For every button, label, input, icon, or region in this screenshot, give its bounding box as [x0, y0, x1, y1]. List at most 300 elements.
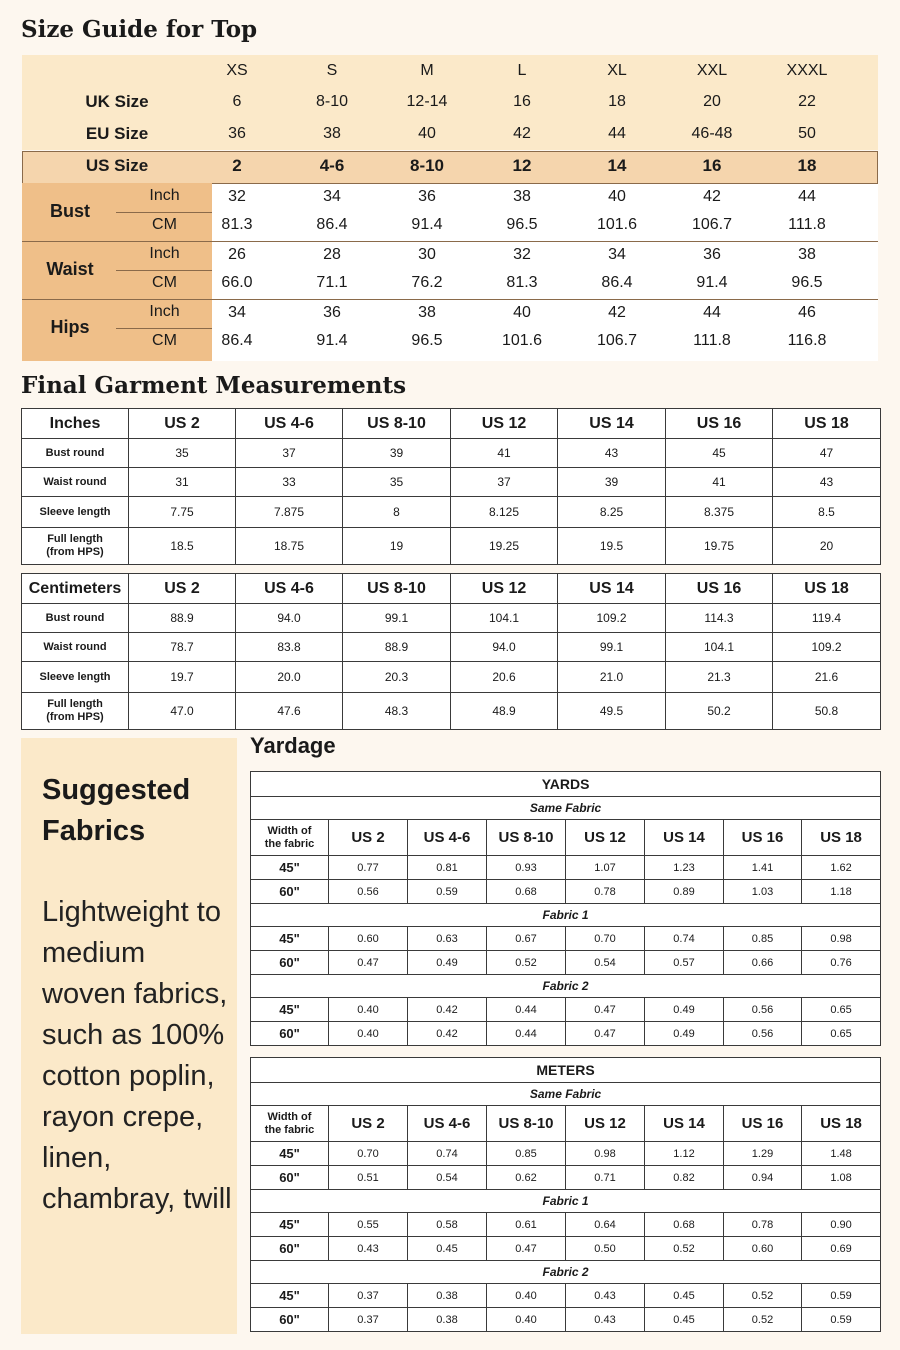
- inch-value: 30: [418, 246, 436, 263]
- yardage-row: [251, 998, 881, 1022]
- uk-size-value: 6: [232, 93, 242, 110]
- size-header: US 16: [666, 409, 773, 439]
- measurement-value: 104.1: [451, 604, 558, 633]
- yardage-value: 0.43: [566, 1308, 645, 1332]
- inch-value: 38: [798, 246, 816, 263]
- final-garment-title: Final Garment Measurements: [21, 372, 407, 399]
- measurement-value: 39: [558, 468, 666, 497]
- yardage-row: [251, 1166, 881, 1190]
- eu-size-value: 36: [228, 125, 246, 142]
- fabric-width: 60": [251, 1022, 329, 1046]
- measurement-row: [22, 439, 881, 468]
- measurement-value: 50.8: [773, 693, 881, 730]
- inch-value: 34: [323, 188, 341, 205]
- size-header: US 18: [802, 820, 881, 856]
- eu-size-value: 38: [323, 125, 341, 142]
- measurement-row: [22, 528, 881, 565]
- us-size-value: 2: [232, 156, 242, 175]
- size-guide-title: Size Guide for Top: [21, 16, 258, 43]
- yardage-value: 0.59: [802, 1308, 881, 1332]
- inch-value: 34: [608, 246, 626, 263]
- fabric-width: 60": [251, 1237, 329, 1261]
- yardage-value: 1.18: [802, 880, 881, 904]
- size-row-label: US Size: [85, 156, 149, 175]
- size-header: US 2: [329, 1106, 408, 1142]
- measurement-value: 19.7: [129, 662, 236, 693]
- yardage-value: 1.23: [645, 856, 724, 880]
- measurement-label: Waist round: [22, 633, 129, 662]
- size-header: US 12: [451, 574, 558, 604]
- measurement-value: 45: [666, 439, 773, 468]
- inch-value: 34: [228, 304, 246, 321]
- measurement-value: 43: [558, 439, 666, 468]
- section-label: Same Fabric: [251, 1083, 881, 1106]
- measurement-value: 19.75: [666, 528, 773, 565]
- measurement-value: 18.75: [236, 528, 343, 565]
- us-size-value: 18: [797, 156, 817, 175]
- size-letter: M: [420, 62, 434, 79]
- size-header: US 18: [773, 574, 881, 604]
- uk-size-value: 22: [798, 93, 816, 110]
- yardage-value: 0.85: [487, 1142, 566, 1166]
- final-inches-table: [21, 408, 880, 565]
- measurement-value: 8.375: [666, 497, 773, 528]
- measurement-value: 18.5: [129, 528, 236, 565]
- unit-divider: [116, 212, 212, 213]
- size-header: US 16: [724, 820, 802, 856]
- size-letter: L: [517, 62, 527, 79]
- size-header: US 14: [558, 409, 666, 439]
- uk-size-value: 16: [513, 93, 531, 110]
- yardage-value: 0.82: [645, 1166, 724, 1190]
- yardage-value: 1.41: [724, 856, 802, 880]
- measurement-value: 8.125: [451, 497, 558, 528]
- yardage-value: 0.66: [724, 951, 802, 975]
- unit-label: Inches: [22, 409, 129, 439]
- fabric-width: 60": [251, 1308, 329, 1332]
- inch-value: 32: [228, 188, 246, 205]
- cm-value: 116.8: [787, 332, 827, 349]
- suggested-fabrics-text: Lightweight to medium woven fabrics, such as 100% cotton poplin, rayon crepe, linen, chambray, twill: [42, 896, 232, 1215]
- size-header-row: [251, 820, 881, 856]
- cm-value: 86.4: [221, 332, 253, 349]
- measurement-value: 19.25: [451, 528, 558, 565]
- inch-value: 42: [608, 304, 626, 321]
- yardage-value: 0.56: [724, 998, 802, 1022]
- measurement-value: 20.3: [343, 662, 451, 693]
- final-centimeters-table: [21, 573, 880, 730]
- yardage-value: 0.40: [487, 1308, 566, 1332]
- yardage-value: 0.40: [487, 1284, 566, 1308]
- eu-size-value: 50: [798, 125, 816, 142]
- yardage-value: 0.78: [724, 1213, 802, 1237]
- final-table: [21, 573, 881, 730]
- inch-value: 44: [703, 304, 721, 321]
- size-header: US 2: [129, 574, 236, 604]
- size-header: US 4-6: [408, 1106, 487, 1142]
- inch-value: 46: [798, 304, 816, 321]
- size-header: US 18: [802, 1106, 881, 1142]
- yardage-row: [251, 1142, 881, 1166]
- inch-value: 38: [418, 304, 436, 321]
- yardage-row: [251, 927, 881, 951]
- yardage-value: 0.56: [724, 1022, 802, 1046]
- yardage-yards-table: [250, 771, 880, 1046]
- measurement-label: Sleeve length: [22, 497, 129, 528]
- yardage-meters-table: [250, 1057, 880, 1332]
- unit-header: YARDS: [251, 772, 881, 797]
- unit-inch-label: Inch: [149, 303, 180, 320]
- yardage-value: 0.45: [408, 1237, 487, 1261]
- width-label: Width of the fabric: [251, 1106, 329, 1142]
- yardage-value: 1.48: [802, 1142, 881, 1166]
- fabric-width: 45": [251, 927, 329, 951]
- inch-value: 42: [703, 188, 721, 205]
- width-label: Width of the fabric: [251, 820, 329, 856]
- yardage-value: 0.90: [802, 1213, 881, 1237]
- yardage-value: 0.93: [487, 856, 566, 880]
- section-label: Same Fabric: [251, 797, 881, 820]
- measurement-value: 94.0: [451, 633, 558, 662]
- measure-divider: [22, 241, 878, 242]
- section-row: [251, 1190, 881, 1213]
- measure-label: Waist: [46, 259, 94, 279]
- measurement-value: 8: [343, 497, 451, 528]
- yardage-value: 0.62: [487, 1166, 566, 1190]
- yardage-value: 0.47: [487, 1237, 566, 1261]
- size-letter: XL: [607, 62, 627, 79]
- cm-value: 106.7: [596, 332, 638, 349]
- unit-row: [251, 772, 881, 797]
- size-header: US 2: [329, 820, 408, 856]
- cm-value: 86.4: [601, 274, 633, 291]
- measurement-value: 49.5: [558, 693, 666, 730]
- measurement-value: 43: [773, 468, 881, 497]
- inch-value: 36: [323, 304, 341, 321]
- yardage-row: [251, 1022, 881, 1046]
- yardage-value: 0.37: [329, 1308, 408, 1332]
- measurement-value: 104.1: [666, 633, 773, 662]
- measurement-value: 7.875: [236, 497, 343, 528]
- yardage-value: 0.74: [645, 927, 724, 951]
- measurement-value: 88.9: [343, 633, 451, 662]
- yardage-value: 0.38: [408, 1308, 487, 1332]
- eu-size-value: 40: [418, 125, 436, 142]
- cm-value: 91.4: [696, 274, 728, 291]
- yardage-value: 0.59: [802, 1284, 881, 1308]
- size-header-row: [251, 1106, 881, 1142]
- final-table: [21, 408, 881, 565]
- yardage-value: 0.42: [408, 998, 487, 1022]
- uk-size-value: 12-14: [406, 93, 448, 110]
- yardage-value: 0.94: [724, 1166, 802, 1190]
- cm-value: 76.2: [411, 274, 443, 291]
- size-letter: XXXL: [786, 62, 828, 79]
- unit-inch-label: Inch: [149, 245, 180, 262]
- yardage-value: 0.98: [802, 927, 881, 951]
- us-size-value: 8-10: [409, 156, 445, 175]
- yardage-value: 0.45: [645, 1284, 724, 1308]
- inch-value: 36: [703, 246, 721, 263]
- yardage-value: 0.81: [408, 856, 487, 880]
- measurement-value: 78.7: [129, 633, 236, 662]
- measure-label: Hips: [50, 317, 90, 337]
- size-header: US 12: [566, 820, 645, 856]
- unit-cm-label: CM: [152, 216, 177, 233]
- size-letter: XXL: [696, 62, 728, 79]
- size-header: US 12: [566, 1106, 645, 1142]
- measurement-row: [22, 497, 881, 528]
- size-header: US 14: [645, 820, 724, 856]
- yardage-value: 0.60: [329, 927, 408, 951]
- unit-cm-label: CM: [152, 274, 177, 291]
- yardage-value: 0.44: [487, 1022, 566, 1046]
- yardage-value: 0.45: [645, 1308, 724, 1332]
- unit-cm-label: CM: [152, 332, 177, 349]
- yardage-value: 1.07: [566, 856, 645, 880]
- yardage-row: [251, 1284, 881, 1308]
- yardage-value: 0.64: [566, 1213, 645, 1237]
- measurement-value: 39: [343, 439, 451, 468]
- fabric-width: 45": [251, 998, 329, 1022]
- measure-divider: [22, 299, 878, 300]
- yardage-value: 0.38: [408, 1284, 487, 1308]
- cm-value: 96.5: [791, 274, 823, 291]
- yardage-value: 0.44: [487, 998, 566, 1022]
- measurement-label: Full length (from HPS): [22, 693, 129, 730]
- cm-value: 111.8: [693, 332, 731, 349]
- measurement-value: 48.9: [451, 693, 558, 730]
- size-guide-table: [22, 55, 878, 361]
- measurement-label: Sleeve length: [22, 662, 129, 693]
- measurement-row: [22, 662, 881, 693]
- measurement-value: 109.2: [773, 633, 881, 662]
- yardage-value: 0.65: [802, 1022, 881, 1046]
- cm-value: 111.8: [788, 216, 826, 233]
- cm-value: 81.3: [221, 216, 253, 233]
- yardage-value: 0.58: [408, 1213, 487, 1237]
- section-label: Fabric 1: [251, 1190, 881, 1213]
- cm-value: 106.7: [691, 216, 733, 233]
- measurement-row: [22, 468, 881, 497]
- measurement-value: 8.5: [773, 497, 881, 528]
- measurement-value: 31: [129, 468, 236, 497]
- size-row-label: EU Size: [85, 124, 149, 143]
- yardage-value: 0.68: [645, 1213, 724, 1237]
- yardage-row: [251, 880, 881, 904]
- inch-value: 38: [513, 188, 531, 205]
- yardage-value: 0.98: [566, 1142, 645, 1166]
- measurement-value: 99.1: [343, 604, 451, 633]
- yardage-row: [251, 1308, 881, 1332]
- measurement-value: 21.6: [773, 662, 881, 693]
- yardage-value: 0.70: [566, 927, 645, 951]
- section-label: Fabric 2: [251, 1261, 881, 1284]
- yardage-value: 0.49: [408, 951, 487, 975]
- yardage-value: 0.69: [802, 1237, 881, 1261]
- inch-value: 26: [228, 246, 246, 263]
- size-row-label: UK Size: [85, 92, 149, 111]
- yardage-value: 1.08: [802, 1166, 881, 1190]
- yardage-value: 0.49: [645, 1022, 724, 1046]
- fabric-width: 45": [251, 1284, 329, 1308]
- measurement-label: Bust round: [22, 604, 129, 633]
- yardage-value: 0.71: [566, 1166, 645, 1190]
- measurement-label: Waist round: [22, 468, 129, 497]
- size-header: US 4-6: [408, 820, 487, 856]
- yardage-value: 0.47: [566, 1022, 645, 1046]
- us-size-value: 4-6: [319, 156, 345, 175]
- measurement-value: 19.5: [558, 528, 666, 565]
- fabric-width: 60": [251, 951, 329, 975]
- measurement-value: 50.2: [666, 693, 773, 730]
- us-size-value: 14: [607, 156, 627, 175]
- section-row: [251, 1261, 881, 1284]
- yardage-value: 0.77: [329, 856, 408, 880]
- measurement-value: 37: [236, 439, 343, 468]
- yardage-value: 0.40: [329, 998, 408, 1022]
- yardage-title: Yardage: [250, 733, 336, 758]
- inch-value: 40: [608, 188, 626, 205]
- yardage-value: 0.47: [329, 951, 408, 975]
- measurement-value: 37: [451, 468, 558, 497]
- measurement-label: Bust round: [22, 439, 129, 468]
- fabric-width: 45": [251, 856, 329, 880]
- size-header: US 8-10: [343, 409, 451, 439]
- measurement-value: 88.9: [129, 604, 236, 633]
- eu-size-value: 42: [513, 125, 531, 142]
- size-letter: S: [326, 62, 338, 79]
- size-header: US 8-10: [487, 1106, 566, 1142]
- final-header-row: [22, 574, 881, 604]
- inch-value: 32: [513, 246, 531, 263]
- cm-value: 96.5: [506, 216, 538, 233]
- yardage-value: 0.51: [329, 1166, 408, 1190]
- yardage-value: 0.40: [329, 1022, 408, 1046]
- inch-value: 44: [798, 188, 816, 205]
- size-header: US 4-6: [236, 574, 343, 604]
- eu-size-value: 44: [608, 125, 626, 142]
- yardage-value: 0.49: [645, 998, 724, 1022]
- measurement-value: 109.2: [558, 604, 666, 633]
- us-size-value: 16: [702, 156, 722, 175]
- yardage-value: 0.60: [724, 1237, 802, 1261]
- yardage-value: 1.62: [802, 856, 881, 880]
- section-row: [251, 797, 881, 820]
- measurement-label: Full length (from HPS): [22, 528, 129, 565]
- measurement-value: 47.6: [236, 693, 343, 730]
- size-header: US 4-6: [236, 409, 343, 439]
- yardage-row: [251, 856, 881, 880]
- yardage-value: 0.55: [329, 1213, 408, 1237]
- yardage-row: [251, 1213, 881, 1237]
- cm-value: 101.6: [501, 332, 543, 349]
- yardage-value: 0.47: [566, 998, 645, 1022]
- measurement-value: 48.3: [343, 693, 451, 730]
- yardage-value: 0.57: [645, 951, 724, 975]
- measurement-value: 35: [343, 468, 451, 497]
- uk-size-value: 20: [703, 93, 721, 110]
- measurement-value: 47.0: [129, 693, 236, 730]
- measurement-value: 7.75: [129, 497, 236, 528]
- measurement-value: 119.4: [773, 604, 881, 633]
- eu-size-value: 46-48: [691, 125, 733, 142]
- inch-value: 28: [323, 246, 341, 263]
- yardage-value: 0.74: [408, 1142, 487, 1166]
- size-header: US 18: [773, 409, 881, 439]
- size-header: US 14: [645, 1106, 724, 1142]
- cm-value: 91.4: [411, 216, 443, 233]
- unit-inch-label: Inch: [149, 187, 180, 204]
- yardage-value: 0.37: [329, 1284, 408, 1308]
- fabric-width: 60": [251, 1166, 329, 1190]
- yardage-value: 0.68: [487, 880, 566, 904]
- yardage-value: 0.43: [329, 1237, 408, 1261]
- size-header: US 12: [451, 409, 558, 439]
- measurement-value: 20: [773, 528, 881, 565]
- measurement-value: 21.3: [666, 662, 773, 693]
- unit-divider: [116, 270, 212, 271]
- size-header: US 16: [724, 1106, 802, 1142]
- suggested-fabrics-title: Suggested Fabrics: [42, 774, 191, 847]
- yardage-value: 0.61: [487, 1213, 566, 1237]
- yardage-value: 0.78: [566, 880, 645, 904]
- measurement-value: 35: [129, 439, 236, 468]
- size-header: US 16: [666, 574, 773, 604]
- yardage-value: 0.54: [408, 1166, 487, 1190]
- yardage-value: 1.29: [724, 1142, 802, 1166]
- measurement-value: 20.6: [451, 662, 558, 693]
- measurement-value: 41: [666, 468, 773, 497]
- yardage-value: 0.50: [566, 1237, 645, 1261]
- fabric-width: 45": [251, 1213, 329, 1237]
- measurement-value: 20.0: [236, 662, 343, 693]
- final-header-row: [22, 409, 881, 439]
- yardage-value: 1.12: [645, 1142, 724, 1166]
- unit-label: Centimeters: [22, 574, 129, 604]
- yardage-value: 0.52: [645, 1237, 724, 1261]
- measurement-value: 21.0: [558, 662, 666, 693]
- yardage-row: [251, 951, 881, 975]
- yardage-value: 0.42: [408, 1022, 487, 1046]
- cm-value: 101.6: [596, 216, 638, 233]
- yardage-table: [250, 771, 881, 1046]
- size-header: US 8-10: [487, 820, 566, 856]
- yardage-value: 0.43: [566, 1284, 645, 1308]
- section-row: [251, 904, 881, 927]
- measurement-value: 83.8: [236, 633, 343, 662]
- unit-divider: [116, 328, 212, 329]
- yardage-value: 0.70: [329, 1142, 408, 1166]
- yardage-value: 0.52: [724, 1308, 802, 1332]
- size-header: US 14: [558, 574, 666, 604]
- section-row: [251, 975, 881, 998]
- cm-value: 71.1: [316, 274, 348, 291]
- measurement-value: 41: [451, 439, 558, 468]
- unit-header: METERS: [251, 1058, 881, 1083]
- cm-value: 91.4: [316, 332, 348, 349]
- cm-value: 96.5: [411, 332, 443, 349]
- measurement-value: 47: [773, 439, 881, 468]
- yardage-value: 0.52: [724, 1284, 802, 1308]
- measurement-row: [22, 633, 881, 662]
- measurement-value: 8.25: [558, 497, 666, 528]
- size-header: US 8-10: [343, 574, 451, 604]
- uk-size-value: 18: [608, 93, 626, 110]
- measurement-value: 99.1: [558, 633, 666, 662]
- measurement-value: 114.3: [666, 604, 773, 633]
- cm-value: 86.4: [316, 216, 348, 233]
